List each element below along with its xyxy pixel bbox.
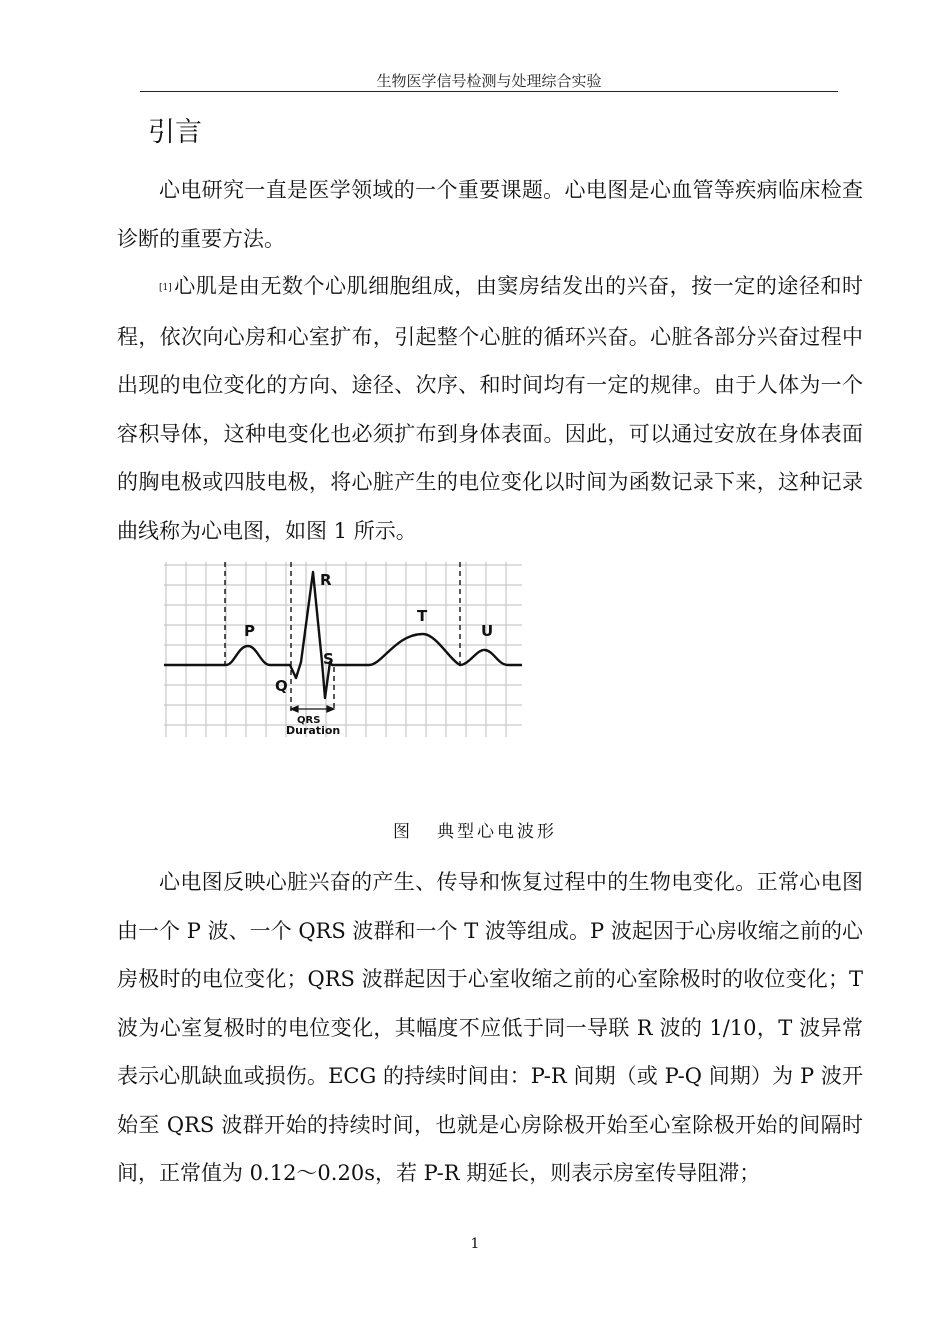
- ecg-trace: [164, 572, 522, 698]
- qrs-duration-bracket: [291, 706, 334, 712]
- caption-text: 典型心电波形: [437, 822, 557, 842]
- section-title: 引言: [148, 117, 202, 148]
- ecg-waveform-diagram: [164, 562, 522, 737]
- qrs-label: QRS: [297, 715, 321, 726]
- wave-label-t: T: [417, 607, 428, 625]
- paragraph-2-text: 心肌是由无数个心肌细胞组成，由窦房结发出的兴奋，按一定的途径和时程，依次向心房和心室扩布，引起整个心脏的循环兴奋。心脏各部分兴奋过程中出现的电位变化的方向、途径、次序、和时间均有一定的规律。由于人体为一个容积导体，这种电变化也必须扩布到身体表面。因此，可以通过安放在身体表面的胸电极或四肢电极，将心脏产生的电位变化以时间为函数记录下来，这种记录曲线称为心电图，如图 1 所示。: [117, 274, 863, 543]
- caption-prefix: 图: [393, 822, 413, 842]
- wave-label-r: R: [320, 571, 332, 589]
- figure-caption: [0, 817, 950, 842]
- page-number: 1: [470, 1236, 480, 1252]
- citation-marker: [1]: [159, 283, 172, 293]
- wave-label-s: S: [323, 650, 334, 668]
- header-rule: [140, 91, 838, 92]
- paragraph-1: 心电研究一直是医学领域的一个重要课题。心电图是心血管等疾病临床检查诊断的重要方法。: [117, 178, 863, 251]
- ecg-figure: [164, 562, 522, 737]
- wave-label-u: U: [481, 622, 494, 640]
- duration-label: Duration: [286, 724, 341, 737]
- ecg-grid: [164, 562, 522, 737]
- paragraph-3: 心电图反映心脏兴奋的产生、传导和恢复过程中的生物电变化。正常心电图由一个 P 波、一个 QRS 波群和一个 T 波等组成。P 波起因于心房收缩之前的心房极时的电位变化；QRS 波群起因于心室收缩之前的心室除极时的收位变化；T 波为心室复极时的电位变化，其幅度不应低于同一导联 R 波的 1/10，T 波异常表示心肌缺血或损伤。ECG 的持续时间由：P-R 间期（或 P-Q 间期）为 P 波开始至 QRS 波群开始的持续时间，也就是心房除极开始至心室除极开始的间隔时间，正常值为 0.12～0.20s，若 P-R 期延长，则表示房室传导阻滞；: [117, 870, 863, 1185]
- wave-label-q: Q: [275, 677, 288, 695]
- wave-label-p: P: [244, 622, 255, 640]
- paragraph-2: [117, 262, 863, 555]
- running-header: 生物医学信号检测与处理综合实验: [376, 72, 602, 90]
